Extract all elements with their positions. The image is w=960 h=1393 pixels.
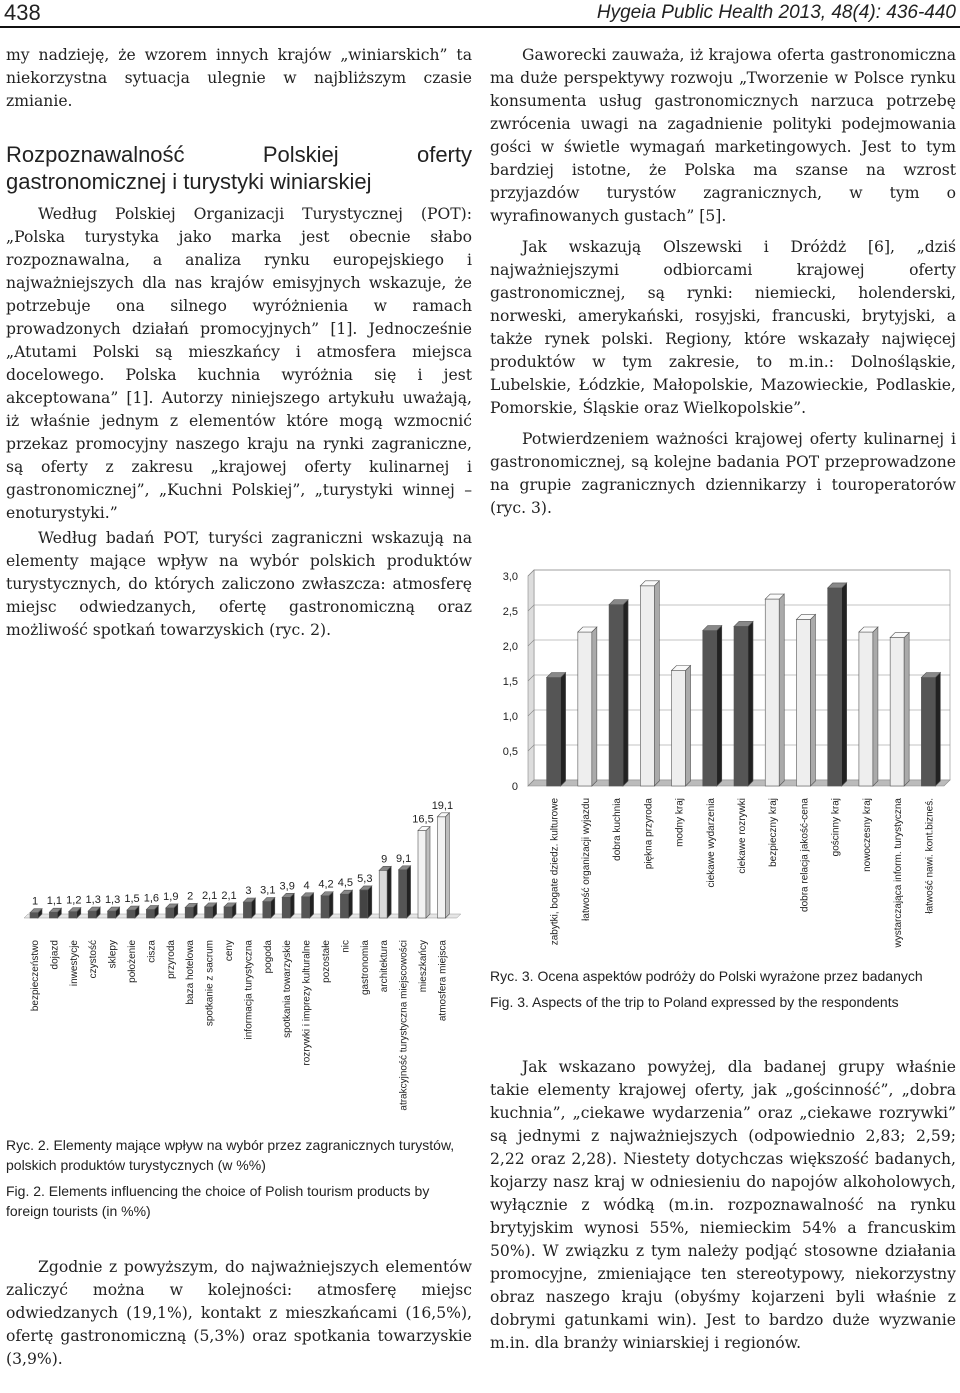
bar-7 <box>765 594 784 786</box>
category-label: piękna przyroda <box>643 798 655 870</box>
y-tick-label: 1,5 <box>502 676 518 688</box>
figure-3-chart <box>488 560 958 960</box>
figure-3-caption-pl: Ryc. 3. Ocena aspektów podróży do Polski wyrażone przez badanych <box>490 968 923 984</box>
intro-paragraph: my nadzieję, że wzorem innych krajów „winiarskich” ta niekorzystna sytuacja ulegnie w najbliższym czasie zmianie. <box>6 46 472 110</box>
y-tick-label: 0,5 <box>502 746 518 758</box>
right-column-top <box>490 44 956 520</box>
category-label: atmosfera miejsca <box>437 940 449 1022</box>
category-label: nic <box>340 940 352 953</box>
figure-2-caption-en: Fig. 2. Elements influencing the choice of Polish tourism products by foreign tourists (in %%) <box>6 1183 430 1219</box>
bar-18 <box>379 866 391 918</box>
bar-10 <box>224 903 236 918</box>
bar-6 <box>146 906 158 918</box>
page-number: 438 <box>4 0 41 25</box>
bar-8 <box>185 903 197 918</box>
bar-9 <box>828 583 847 786</box>
bar-17 <box>360 886 372 918</box>
bar-2 <box>609 600 628 786</box>
category-label: nowoczesny kraj <box>861 798 873 872</box>
value-label: 1,5 <box>124 893 140 906</box>
value-label: 1,1 <box>46 895 63 908</box>
value-label: 3,9 <box>279 880 295 893</box>
category-label: architektura <box>379 940 391 993</box>
bar-5 <box>127 906 139 918</box>
value-label: 16,5 <box>412 813 434 826</box>
category-label: gastronomia <box>359 940 371 996</box>
value-label: 1 <box>31 895 39 908</box>
bar-7 <box>166 904 178 918</box>
category-label: bezpieczeństwo <box>30 940 41 1012</box>
category-label: wystarczająca inform. turystyczna <box>893 798 905 948</box>
paragraph-olszewski: Jak wskazują Olszewski i Dróżdż [6], „dziś najważniejszymi odbiorcami krajowej oferty gastronomicznej, są rynki: niemiecki, holenderski, norweski, amerykański, rosyjski, francuski, brytyjski, a także rynek polski. Regiony, które wskazały najwięcej produktów w tym zakresie, to m.in.: Dolnośląskie, Lubelskie, Łódzkie, Małopolskie, Mazowieckie, Podlaskie, Pomorskie, Śląskie oraz Wielkopolskie”. <box>490 238 956 417</box>
category-label: bezpieczny kraj <box>768 798 780 867</box>
value-label: 1,9 <box>163 890 179 903</box>
value-label: 4,2 <box>318 878 334 891</box>
bar-11 <box>890 633 909 786</box>
category-label: spotkanie z sacrum <box>204 940 216 1027</box>
category-label: rozrywki i imprezy kulturalne <box>301 940 313 1066</box>
value-label: 1,3 <box>104 894 121 907</box>
paragraph-pot-study: Według badań POT, turyści zagraniczni wskazują na elementy mające wpływ na wybór polskich produktów turystycznych, do których zaliczono zwłaszcza: atmosferę miejsc odwiedzanych, ofertę gastronomiczną oraz możliwość spotkań towarzyskich (ryc. 2). <box>6 529 472 639</box>
value-label: 9 <box>381 853 388 866</box>
bar-13 <box>282 893 294 918</box>
bar-0 <box>547 673 566 787</box>
value-label: 5,3 <box>357 872 373 885</box>
bar-21 <box>437 813 449 918</box>
category-label: zabytki, bogate dziedz. kulturowe <box>549 798 561 946</box>
value-label: 9,1 <box>395 852 412 865</box>
y-tick-label: 2,0 <box>502 641 518 653</box>
bar-19 <box>399 866 411 918</box>
figure-2-caption <box>6 1135 472 1227</box>
value-label: 2,1 <box>201 889 218 902</box>
y-tick-label: 3,0 <box>502 571 518 583</box>
bar-12 <box>263 898 275 918</box>
figure-3-caption <box>490 966 956 1018</box>
category-label: ciekawe rozrywki <box>737 798 748 874</box>
y-tick-label: 2,5 <box>502 606 518 618</box>
category-label: dobra kuchnia <box>612 798 624 861</box>
category-label: cisza <box>146 940 158 963</box>
value-label: 1,6 <box>143 892 160 905</box>
paragraph-pot: Według Polskiej Organizacji Turystycznej (POT): „Polska turystyka jako marka jest obecnie słabo rozpoznawalna, a analiza rynku europejskiego i najważniejszych dla nas krajów emisyjnych wskazuje, że potrzebuje ona silnego wyróżnienia w ramach prowadzonych działań promocyjnych” [1]. Jednocześnie „Atutami Polski są mieszkańcy i atmosfera miejsca docelowego. Polska kuchnia wyróżnia się i jest akceptowana” [1]. Autorzy niniejszego artykułu uważają, iż właśnie jednym z elementów które mogą wzmocnić przekaz promocyjny naszego kraju na rynki zagraniczne, są oferty z zakresu „krajowej oferty kulinarnej i gastronomicznej”, „Kuchni Polskiej”, „turystyki winnej – enoturystyki.” <box>6 205 472 522</box>
value-label: 1,2 <box>66 894 82 907</box>
category-label: ceny <box>224 940 235 962</box>
category-label: modny kraj <box>674 798 686 847</box>
value-label: 4,5 <box>337 877 354 890</box>
category-label: łatwość nawi. kont.bizneś. <box>924 798 936 914</box>
bar-4 <box>672 666 691 787</box>
category-label: pogoda <box>262 940 274 974</box>
bar-11 <box>243 898 255 918</box>
bar-16 <box>340 890 352 918</box>
bar-3 <box>640 581 659 786</box>
category-label: łatwość organizacji wyjazdu <box>580 798 592 921</box>
value-label: 19,1 <box>431 799 454 812</box>
bar-6 <box>734 621 753 786</box>
paragraph-gaworecki: Gaworecki zauważa, iż krajowa oferta gastronomiczna ma duże perspektywy rozwoju „Tworzenie w Polsce rynku konsumenta usług gastronomicznych narzuca potrzebę zwrócenia uwagi na zagadnienie polityki podejmowania gości w świetle wymagań marketingowych. Jest to tym bardziej istotne, że Polska ma szanse na wzrost przyjazdów turystów zagranicznych, w tym o wyrafinowanych gustach” [5]. <box>490 46 956 225</box>
right-column-bottom <box>490 1056 956 1355</box>
left-column-top <box>6 44 472 642</box>
bar-20 <box>418 827 430 918</box>
left-column-bottom <box>6 1256 472 1371</box>
category-label: ciekawe wydarzenia <box>705 798 717 888</box>
category-label: informacja turystyczna <box>243 940 255 1040</box>
bar-10 <box>859 627 878 786</box>
category-label: sklepy <box>107 940 119 969</box>
paragraph-conclusion: Jak wskazano powyżej, dla badanej grupy właśnie takie elementy krajowej oferty, jak „gościnność”, „dobra kuchnia”, „ciekawe wydarzenia” oraz „ciekawe rozrywki” są jednymi z najważniejszych (odpowiednio 2,83; 2,59; 2,22 oraz 2,28). Niestety dotychczas większość badanych, kojarzy nasz kraj w odniesieniu do napojów alkoholowych, wyłącznie z wódką (m.in. rozpoznawalność na rynku brytyjskim wynosi 55%, niemieckim 54% a francuskim 50%). W związku z tym należy podjąć stosowne działania promocyjne, zmieniające ten stereotypowy, niekorzystny obraz naszego kraju (obyśmy kojarzeni byli właśnie z dobrymi gatunkami win). Jest to bardzo duże wyzwanie m.in. dla branży winiarskiej i regionów. <box>490 1058 956 1352</box>
bar-12 <box>921 673 940 787</box>
value-label: 2 <box>187 890 194 903</box>
category-label: mieszkańcy <box>418 940 429 993</box>
page-header <box>0 0 960 28</box>
value-label: 1,3 <box>85 894 101 907</box>
bar-8 <box>796 614 815 786</box>
figure-2-chart <box>4 700 474 1140</box>
category-label: czystość <box>88 940 100 979</box>
value-label: 4 <box>303 879 310 892</box>
category-label: spotkania towarzyskie <box>282 940 294 1038</box>
bar-15 <box>321 892 333 918</box>
category-label: położenie <box>127 940 138 983</box>
bar-1 <box>578 627 597 786</box>
y-tick-label: 0 <box>511 781 518 793</box>
bar-14 <box>302 893 314 918</box>
category-label: atrakcyjność turystyczna miejscowości <box>398 940 410 1111</box>
figure-2-caption-pl: Ryc. 2. Elementy mające wpływ na wybór przez zagranicznych turystów, polskich produktów turystycznych (w %%) <box>6 1137 455 1173</box>
value-label: 2,1 <box>221 889 237 902</box>
category-label: gościnny kraj <box>830 798 842 857</box>
category-label: przyroda <box>165 940 177 979</box>
figure-3-caption-en: Fig. 3. Aspects of the trip to Poland expressed by the respondents <box>490 994 899 1010</box>
category-label: dobra relacja jakość-cena <box>799 798 811 912</box>
category-label: inwestycje <box>68 940 80 987</box>
journal-citation: Hygeia Public Health 2013, 48(4): 436-440 <box>596 2 956 23</box>
paragraph-confirmation: Potwierdzeniem ważności krajowej oferty kulinarnej i gastronomicznej, są kolejne badania POT przeprowadzone na grupie zagranicznych dziennikarzy i touroperatorów (ryc. 3). <box>490 430 956 517</box>
bar-5 <box>703 626 722 786</box>
value-label: 3 <box>245 885 252 898</box>
paragraph-summary: Zgodnie z powyższym, do najważniejszych elementów zaliczyć można w kolejności: atmosferę miejsc odwiedzanych (19,1%), kontakt z mieszkańcami (16,5%), ofertę gastronomiczną (5,3%) oraz spotkania towarzyskie (3,9%). <box>6 1258 472 1368</box>
category-label: dojazd <box>49 940 61 970</box>
category-label: pozostałe <box>321 940 332 983</box>
category-label: baza hotelowa <box>185 940 197 1005</box>
bar-9 <box>205 903 217 918</box>
y-tick-label: 1,0 <box>502 711 518 723</box>
section-title: Rozpoznawalność Polskiej oferty gastronomicznej i turystyki winiarskiej <box>6 142 472 194</box>
value-label: 3,1 <box>260 884 276 897</box>
